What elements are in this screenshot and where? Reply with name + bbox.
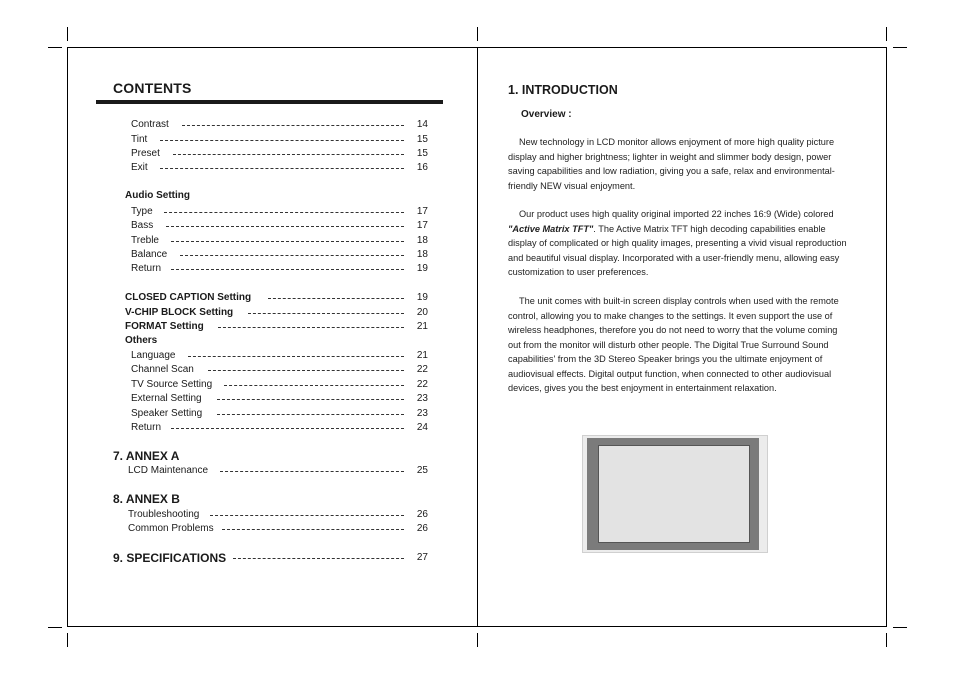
crop-mark <box>48 627 62 628</box>
annex-b-heading: 8. ANNEX B <box>113 492 180 506</box>
toc-leader <box>182 118 404 126</box>
toc-page-number: 27 <box>416 552 428 563</box>
toc-page-number: 15 <box>416 134 428 145</box>
para-text: Our product uses high quality original imported 22 inches 16:9 (Wide) colored <box>519 209 834 219</box>
contents-rule <box>96 100 443 104</box>
toc-leader <box>220 464 404 472</box>
introduction-title: 1. INTRODUCTION <box>508 83 618 97</box>
toc-label: Return <box>131 262 165 275</box>
toc-page-number: 20 <box>416 307 428 318</box>
toc-page-number: 22 <box>416 364 428 375</box>
page-divider <box>477 47 478 627</box>
overview-subtitle: Overview : <box>521 109 572 120</box>
toc-page-number: 26 <box>416 523 428 534</box>
toc-page-number: 23 <box>416 393 428 404</box>
intro-paragraph: The unit comes with built-in screen display controls when used with the remote control, allowing you to make changes to the settings. It even support the use of wireless headphones, therefore you do not need to worry that the volume coming out from the monitor will disturb other people. The Digital True Surround Sound capabilities' from the 3D Stereo Speaker brings you the ultimate enjoyment of audiovisual effects. Digital output function, when connected to other audiovisual devices, gives you the best enjoyment in entertainment relaxation. <box>508 296 839 393</box>
crop-mark <box>477 633 478 647</box>
toc-page-number: 18 <box>416 235 428 246</box>
toc-label: Bass <box>131 219 157 232</box>
others-heading: Others <box>125 335 158 346</box>
toc-page-number: 18 <box>416 249 428 260</box>
toc-page-number: 22 <box>416 379 428 390</box>
intro-paragraph: New technology in LCD monitor allows enjoyment of more high quality picture display and higher brightness; lighter in weight and slimmer body design, power saving capabilities and low radiation, giving you a safe, relax and environmental-friendly NEW visual enjoyment. <box>508 137 835 191</box>
lcd-monitor-illustration <box>582 435 768 553</box>
monitor-screen <box>598 445 750 543</box>
crop-mark <box>886 633 887 647</box>
toc-page-number: 21 <box>416 350 428 361</box>
monitor-bezel <box>587 438 759 550</box>
toc-leader <box>160 133 404 141</box>
toc-page-number: 14 <box>416 119 428 130</box>
toc-page-number: 21 <box>416 321 428 332</box>
toc-label: Balance <box>131 248 171 261</box>
toc-page-number: 17 <box>416 206 428 217</box>
toc-leader <box>188 349 404 357</box>
toc-leader <box>166 219 404 227</box>
toc-label: Tint <box>131 133 151 146</box>
toc-page-number: 23 <box>416 408 428 419</box>
toc-label: CLOSED CAPTION Setting <box>125 291 255 304</box>
toc-label: Contrast <box>131 118 173 131</box>
para-text: . The Active Matrix TFT high decoding capabilities enable display of complicated or high quality images, presenting a vivid visual reproduction and beautiful visual display. Incorporated with a user-friendly menu, allowing easy customization to user preferences. <box>508 223 847 277</box>
toc-leader <box>210 508 404 516</box>
contents-title: CONTENTS <box>113 80 192 96</box>
para-emphasis: "Active Matrix TFT" <box>508 223 594 234</box>
toc-label: External Setting <box>131 392 206 405</box>
crop-mark <box>893 627 907 628</box>
toc-page-number: 24 <box>416 422 428 433</box>
toc-label: Channel Scan <box>131 363 198 376</box>
audio-setting-heading: Audio Setting <box>125 190 190 201</box>
toc-label: Preset <box>131 147 164 160</box>
toc-page-number: 26 <box>416 509 428 520</box>
crop-mark <box>886 27 887 41</box>
toc-page-number: 17 <box>416 220 428 231</box>
toc-leader <box>217 392 404 400</box>
toc-leader <box>248 306 404 314</box>
toc-leader <box>171 421 404 429</box>
toc-leader <box>180 248 404 256</box>
toc-leader <box>224 378 404 386</box>
crop-mark <box>48 47 62 48</box>
crop-mark <box>67 27 68 41</box>
toc-leader <box>171 234 404 242</box>
toc-leader <box>218 320 404 328</box>
crop-mark <box>67 633 68 647</box>
crop-mark <box>893 47 907 48</box>
annex-a-heading: 7. ANNEX A <box>113 449 180 463</box>
toc-label: Common Problems <box>128 522 218 535</box>
toc-page-number: 16 <box>416 162 428 173</box>
toc-leader <box>233 550 404 559</box>
toc-label: TV Source Setting <box>131 378 216 391</box>
toc-label: FORMAT Setting <box>125 320 208 333</box>
toc-label: Return <box>131 421 165 434</box>
toc-page-number: 15 <box>416 148 428 159</box>
toc-label: Troubleshooting <box>128 508 203 521</box>
toc-label: Exit <box>131 161 152 174</box>
toc-label: Speaker Setting <box>131 407 206 420</box>
toc-page-number: 19 <box>416 263 428 274</box>
toc-leader <box>222 522 404 530</box>
intro-paragraph <box>508 207 848 280</box>
toc-leader <box>268 291 404 299</box>
toc-leader <box>173 147 404 155</box>
toc-page-number: 19 <box>416 292 428 303</box>
toc-label: Treble <box>131 234 163 247</box>
toc-leader <box>217 407 404 415</box>
specifications-heading: 9. SPECIFICATIONS <box>113 550 230 566</box>
toc-leader <box>160 161 404 169</box>
toc-leader <box>164 205 404 213</box>
toc-label: LCD Maintenance <box>128 464 212 477</box>
toc-label: Type <box>131 205 157 218</box>
toc-leader <box>208 363 404 371</box>
toc-label: V-CHIP BLOCK Setting <box>125 306 237 319</box>
toc-label: Language <box>131 349 180 362</box>
toc-leader <box>171 262 404 270</box>
toc-page-number: 25 <box>416 465 428 476</box>
crop-mark <box>477 27 478 41</box>
